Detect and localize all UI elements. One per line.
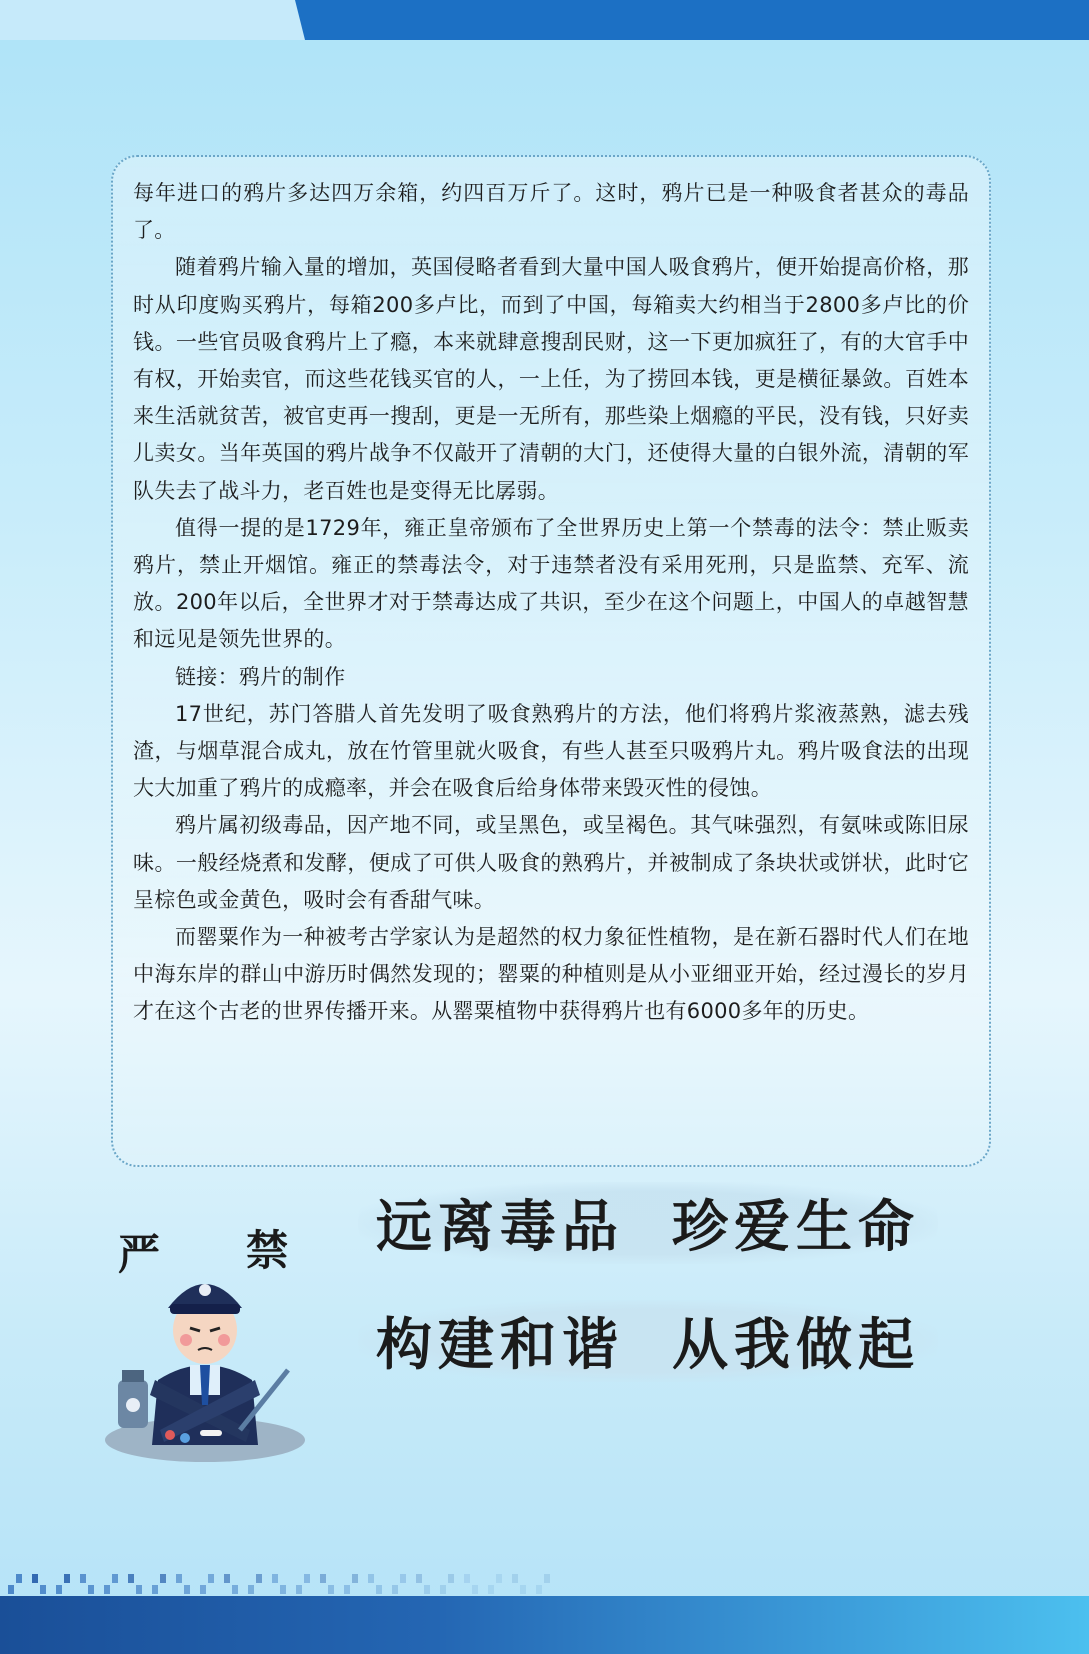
slogan-2b: 从我做起 xyxy=(672,1313,920,1378)
top-banner-light xyxy=(0,0,310,40)
stamp-char-left: 严 xyxy=(118,1230,161,1279)
article-link-heading: 链接：鸦片的制作 xyxy=(175,664,346,689)
slogan-line-2 xyxy=(358,1300,938,1382)
slogan-line-1 xyxy=(358,1182,938,1264)
article-paragraph-1: 每年进口的鸦片多达四万余箱，约四百万斤了。这时，鸦片已是一种吸食者甚众的毒品了。 xyxy=(133,181,969,243)
bottom-banner-strip xyxy=(0,1596,1089,1654)
article-paragraph-6: 而罂粟作为一种被考古学家认为是超然的权力象征性植物，是在新石器时代人们在地中海东岸的群山中游历时偶然发现的；罂粟的种植则是从小亚细亚开始，经过漫长的岁月才在这个古老的世界传播开来。从罂粟植物中获得鸦片也有6000多年的历史。 xyxy=(133,925,969,1024)
article-paragraph-2: 随着鸦片输入量的增加，英国侵略者看到大量中国人吸食鸦片，便开始提高价格，那时从印度购买鸦片，每箱200多卢比，而到了中国，每箱卖大约相当于2800多卢比的价钱。一些官员吸食鸦片上了瘾，本来就肆意搜刮民财，这一下更加疯狂了，有的大官手中有权，开始卖官，而这些花钱买官的人，一上任，为了捞回本钱，更是横征暴敛。百姓本来生活就贫苦，被官吏再一搜刮，更是一无所有，那些染上烟瘾的平民，没有钱，只好卖儿卖女。当年英国的鸦片战争不仅敲开了清朝的大门，还使得大量的白银外流，清朝的军队失去了战斗力，老百姓也是变得无比孱弱。 xyxy=(133,255,969,503)
slogan-section xyxy=(100,1195,1000,1470)
article-paragraph-3: 值得一提的是1729年，雍正皇帝颁布了全世界历史上第一个禁毒的法令：禁止贩卖鸦片，禁止开烟馆。雍正的禁毒法令，对于违禁者没有采用死刑，只是监禁、充军、流放。200年以后，全世界才对于禁毒达成了共识，至少在这个问题上，中国人的卓越智慧和远见是领先世界的。 xyxy=(133,515,969,652)
article-paragraph-4: 17世纪，苏门答腊人首先发明了吸食熟鸦片的方法，他们将鸦片浆液蒸熟，滤去残渣，与烟草混合成丸，放在竹管里就火吸食，有些人甚至只吸鸦片丸。鸦片吸食法的出现大大加重了鸦片的成瘾率，并会在吸食后给身体带来毁灭性的侵蚀。 xyxy=(133,701,969,801)
slogan-1b: 珍爱生命 xyxy=(672,1195,920,1260)
top-banner-bar xyxy=(295,0,1089,40)
stamp-char-right: 禁 xyxy=(246,1226,289,1275)
slogan-2a: 构建和谐 xyxy=(376,1313,624,1378)
article-card xyxy=(111,155,991,1167)
slogan-1a: 远离毒品 xyxy=(376,1195,624,1260)
pixel-mosaic-decoration xyxy=(0,1574,560,1596)
article-paragraph-5: 鸦片属初级毒品，因产地不同，或呈黑色，或呈褐色。其气味强烈，有氨味或陈旧尿味。一般经烧煮和发酵，便成了可供人吸食的熟鸦片，并被制成了条块状或饼状，此时它呈棕色或金黄色，吸时会有香甜气味。 xyxy=(133,813,969,912)
